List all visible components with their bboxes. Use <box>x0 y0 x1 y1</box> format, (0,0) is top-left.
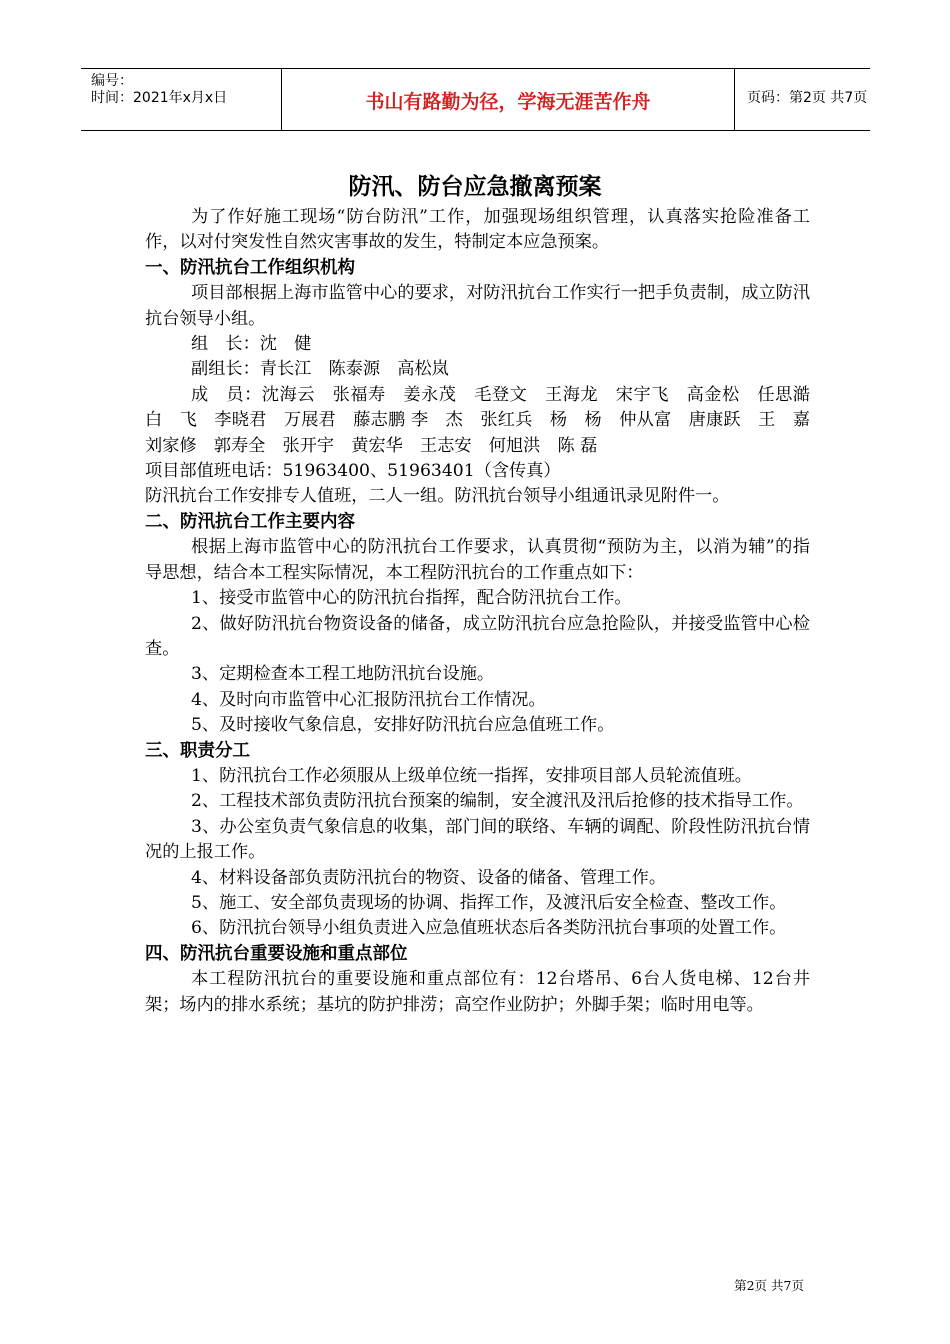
deputy-line: 副组长：青长江 陈泰源 高松岚 <box>191 359 449 380</box>
phone-line: 项目部值班电话：51963400、51963401（含传真） <box>145 461 561 482</box>
list-item: 4、材料设备部负责防汛抗台的物资、设备的储备、管理工作。 <box>191 867 667 888</box>
intro-paragraph: 为了作好施工现场“防台防汛”工作，加强现场组织管理，认真落实抢险准备工作，以对付突发性自然灾害事故的发生，特制定本应急预案。 <box>145 207 810 253</box>
list-item: 3、定期检查本工程工地防汛抗台设施。 <box>191 664 495 685</box>
header-motto: 书山有路勤为径，学海无涯苦作舟 <box>365 91 651 113</box>
paragraph: 项目部根据上海市监管中心的要求，对防汛抗台工作实行一把手负责制，成立防汛抗台领导小组。 <box>145 283 810 329</box>
list-item: 5、施工、安全部负责现场的协调、指挥工作，及渡汛后安全检查、整改工作。 <box>191 892 787 913</box>
number-label: 编号： <box>91 73 133 89</box>
leader-line: 组 长：沈 健 <box>191 334 312 355</box>
list-item: 6、防汛抗台领导小组负责进入应急值班状态后各类防汛抗台事项的处置工作。 <box>191 918 787 939</box>
header-page-cell <box>735 69 870 130</box>
page-header <box>81 68 870 131</box>
section-heading: 三、职责分工 <box>145 740 250 761</box>
list-item: 2、工程技术部负责防汛抗台预案的编制，安全渡汛及汛后抢修的技术指导工作。 <box>191 791 804 812</box>
list-item: 5、及时接收气象信息，安排好防汛抗台应急值班工作。 <box>191 715 615 736</box>
section-heading: 四、防汛抗台重要设施和重点部位 <box>145 943 408 964</box>
list-item: 1、接受市监管中心的防汛抗台指挥，配合防汛抗台工作。 <box>191 588 632 609</box>
paragraph: 根据上海市监管中心的防汛抗台工作要求，认真贯彻“预防为主，以消为辅”的指导思想，结合本工程实际情况，本工程防汛抗台的工作重点如下： <box>145 537 810 583</box>
header-motto-cell <box>282 69 735 130</box>
document-title: 防汛、防台应急撤离预案 <box>348 174 602 200</box>
list-item: 1、防汛抗台工作必须服从上级单位统一指挥，安排项目部人员轮流值班。 <box>191 765 752 786</box>
section-heading: 二、防汛抗台工作主要内容 <box>145 511 355 532</box>
page-footer: 第2页 共7页 <box>734 1278 804 1293</box>
list-item: 4、及时向市监管中心汇报防汛抗台工作情况。 <box>191 689 546 710</box>
header-meta <box>81 69 282 130</box>
paragraph: 本工程防汛抗台的重要设施和重点部位有：12台塔吊、6台人货电梯、12台井架；场内的排水系统；基坑的防护排涝；高空作业防护；外脚手架；临时用电等。 <box>145 969 810 1015</box>
list-item: 2、做好防汛抗台物资设备的储备，成立防汛抗台应急抢险队，并接受监管中心检查。 <box>145 613 810 659</box>
list-item: 3、办公室负责气象信息的收集，部门间的联络、车辆的调配、阶段性防汛抗台情况的上报工作。 <box>145 816 810 863</box>
members-line: 成 员：沈海云 张福寿 姜永茂 毛登文 王海龙 宋宇飞 高金松 任思澔 白 飞 李晓君 万展君 藤志鹏 李 杰 张红兵 杨 杨 仲从富 唐康跃 王 嘉 刘家修 郭寿全 张开宇 黄宏华 王志安 何旭洪 陈 磊 <box>145 384 828 456</box>
header-page-number: 页码：第2页 共7页 <box>747 90 868 106</box>
section-heading: 一、防汛抗台工作组织机构 <box>145 257 355 278</box>
time-label: 时间：2021年x月x日 <box>91 90 228 106</box>
duty-line: 防汛抗台工作安排专人值班，二人一组。防汛抗台领导小组通讯录见附件一。 <box>145 486 730 507</box>
document-body <box>145 205 828 1018</box>
